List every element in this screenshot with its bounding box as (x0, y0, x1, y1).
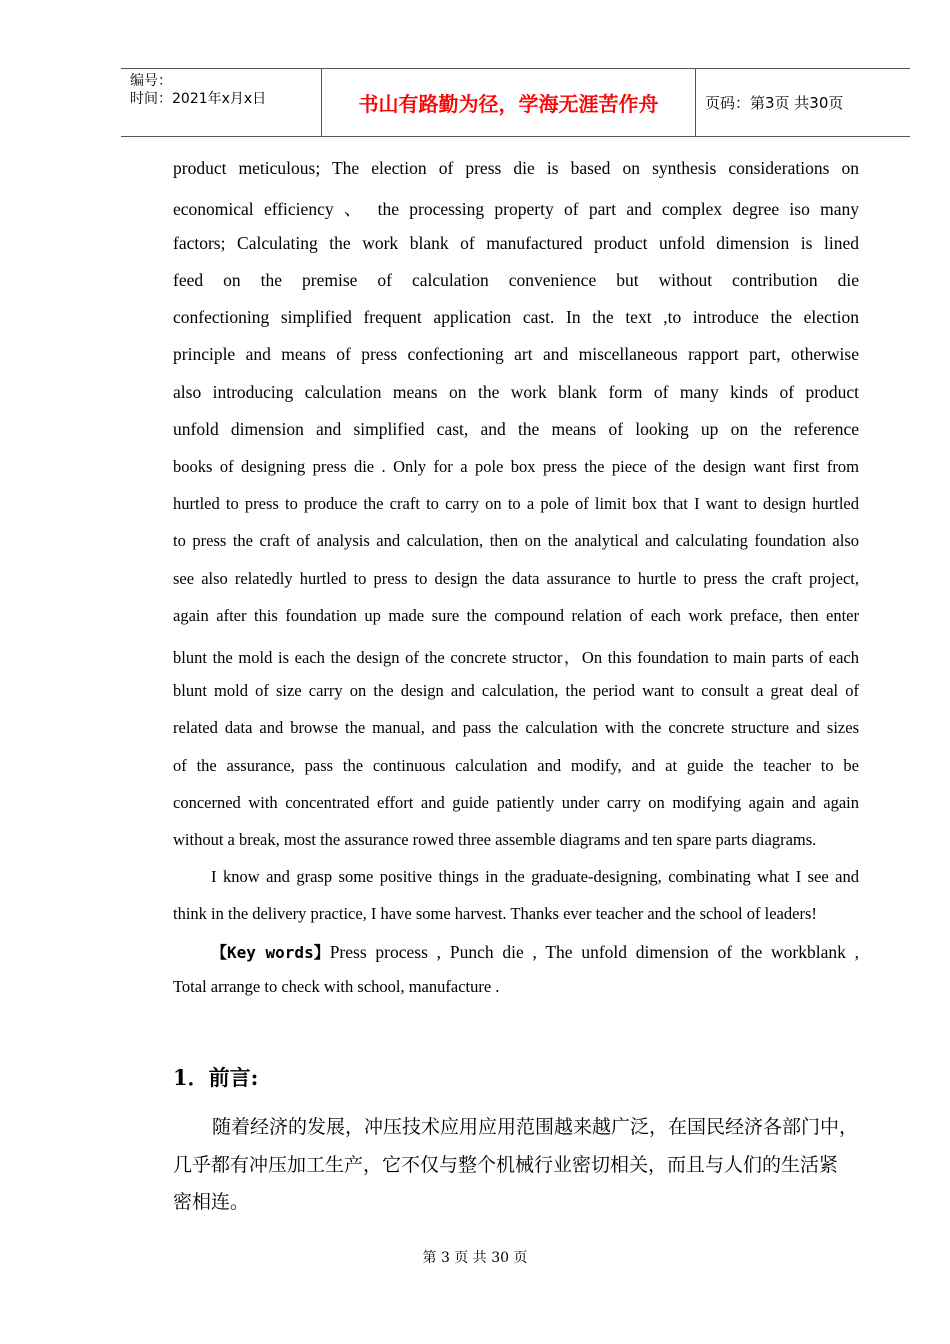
time-label: 时间：2021年x月x日 (130, 91, 267, 107)
text-line: also introducing calculation means on the work blank form of many kinds of product (173, 382, 859, 402)
text-line: related data and browse the manual, and pass the calculation with the concrete structure and sizes (173, 718, 859, 737)
text-line: concerned with concentrated effort and guide patiently under carry on modifying again and again (173, 793, 859, 812)
header-page-info: 页码：第3页 共30页 (705, 94, 844, 112)
text-line: books of designing press die . Only for a pole box press the piece of the design want first from (173, 457, 859, 476)
text-line: again after this foundation up made sure the compound relation of each work preface, then enter (173, 606, 859, 625)
text-line: I know and grasp some positive things in the graduate-designing, combinating what I see and (211, 867, 859, 886)
text-line: blunt mold of size carry on the design and calculation, the period want to consult a great deal of (173, 681, 859, 700)
text-line: hurtled to press to produce the craft to carry on to a pole of limit box that I want to design hurtled (173, 494, 859, 513)
text-line: think in the delivery practice, I have some harvest. Thanks ever teacher and the school of leaders! (173, 904, 817, 923)
text-line: without a break, most the assurance rowed three assemble diagrams and ten spare parts diagrams. (173, 830, 817, 849)
text-line: to press the craft of analysis and calculation, then on the analytical and calculating foundation also (173, 531, 859, 550)
text-line: product meticulous; The election of press die is based on synthesis considerations on (173, 158, 859, 178)
keywords-text: Press process , Punch die , The unfold dimension of the workblank , (329, 942, 859, 962)
text-line: of the assurance, pass the continuous calculation and modify, and at guide the teacher to be (173, 756, 859, 775)
number-label: 编号： (130, 73, 172, 89)
keywords-label: 【Key words】 (211, 943, 330, 962)
page-header (121, 68, 910, 137)
text-line: feed on the premise of calculation convenience but without contribution die (173, 270, 859, 290)
text-line: economical efficiency 、 the processing property of part and complex degree iso many (173, 199, 859, 219)
intro-line: 密相连。 (173, 1191, 250, 1213)
text-line: unfold dimension and simplified cast, and the means of looking up on the reference (173, 419, 859, 439)
section-heading: 1．前言: (173, 1065, 259, 1090)
header-meta (121, 69, 321, 136)
text-line: factors; Calculating the work blank of manufactured product unfold dimension is lined (173, 233, 859, 253)
header-divider-right (695, 69, 696, 136)
keywords-line (211, 940, 859, 963)
intro-line: 随着经济的发展，冲压技术应用应用范围越来越广泛，在国民经济各部门中， (212, 1116, 859, 1138)
keywords-continuation: Total arrange to check with school, manufacture . (173, 977, 500, 996)
text-line: confectioning simplified frequent application cast. In the text ,to introduce the election (173, 307, 859, 327)
intro-line: 几乎都有冲压加工生产，它不仅与整个机械行业密切相关，而且与人们的生活紧 (173, 1154, 839, 1176)
text-line: principle and means of press confectioning art and miscellaneous rapport part, otherwise (173, 344, 859, 364)
text-line: blunt the mold is each the design of the concrete structor，On this foundation to main parts of each (173, 648, 859, 667)
header-motto: 书山有路勤为径，学海无涯苦作舟 (358, 92, 659, 116)
page-footer: 第 3 页 共 30 页 (422, 1250, 528, 1266)
text-line: see also relatedly hurtled to press to design the data assurance to hurtle to press the craft project, (173, 569, 859, 588)
